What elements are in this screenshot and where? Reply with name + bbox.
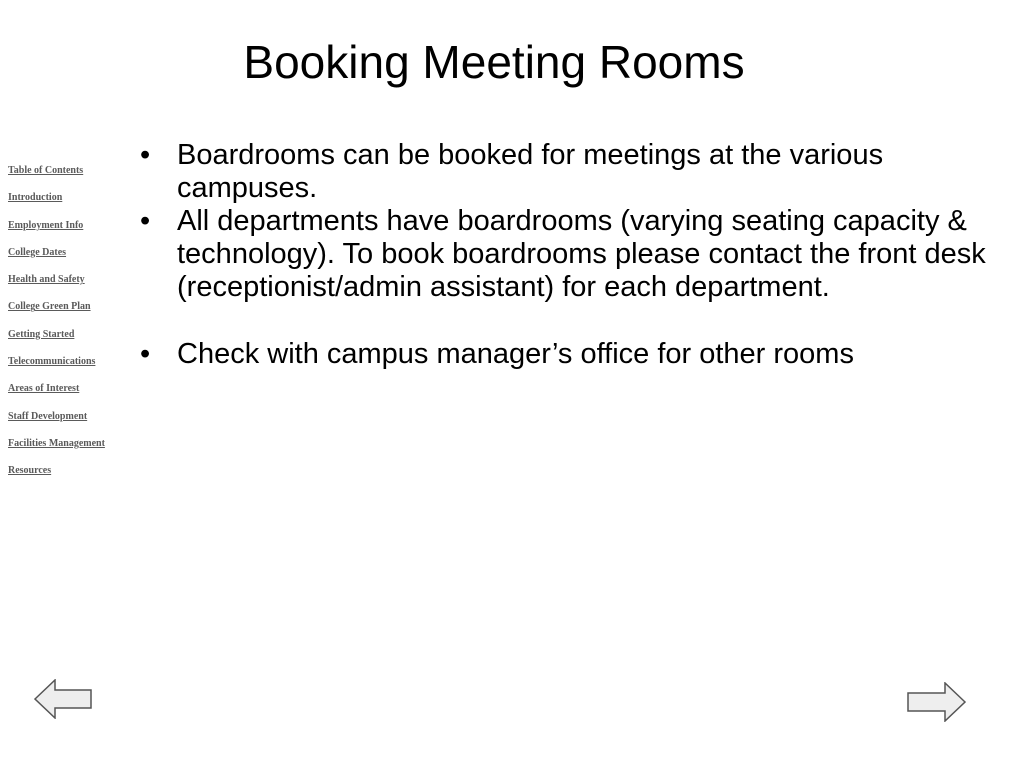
nav-link-staff-development[interactable]: Staff Development: [8, 410, 88, 422]
bullet-item: [140, 338, 1020, 371]
bullet-dot: •: [140, 205, 151, 237]
left-arrow-icon[interactable]: [34, 679, 94, 719]
nav-link-areas-of-interest[interactable]: Areas of Interest: [8, 383, 80, 395]
bullet-text: All departments have boardrooms (varying seating capacity & technology). To book boardrooms please contact the front desk (receptionist/admin assistant) for each department.: [177, 205, 986, 303]
nav-link-telecommunications[interactable]: Telecommunications: [8, 356, 96, 368]
slide-title: Booking Meeting Rooms: [243, 36, 745, 88]
nav-link-college-green-plan[interactable]: College Green Plan: [8, 301, 91, 313]
bullet-text: Boardrooms can be booked for meetings at the various campuses.: [177, 139, 884, 204]
nav-link-resources[interactable]: Resources: [8, 465, 52, 477]
sidebar-nav: [8, 160, 133, 488]
nav-link-table-of-contents[interactable]: Table of Contents: [8, 165, 84, 176]
bullet-list: [140, 139, 1020, 371]
nav-link-college-dates[interactable]: College Dates: [8, 246, 67, 258]
nav-link-facilities-management[interactable]: Facilities Management: [8, 437, 105, 449]
right-arrow-icon[interactable]: [906, 682, 966, 722]
bullet-dot: •: [140, 338, 151, 370]
bullet-item: [140, 139, 1020, 205]
bullet-item: [140, 205, 1020, 304]
nav-link-health-and-safety[interactable]: Health and Safety: [8, 274, 85, 286]
bullet-dot: •: [140, 139, 151, 171]
bullet-text: Check with campus manager’s office for other rooms: [177, 338, 854, 370]
nav-link-introduction[interactable]: Introduction: [8, 192, 63, 204]
nav-link-employment-info[interactable]: Employment Info: [8, 219, 84, 231]
nav-link-getting-started[interactable]: Getting Started: [8, 328, 75, 340]
